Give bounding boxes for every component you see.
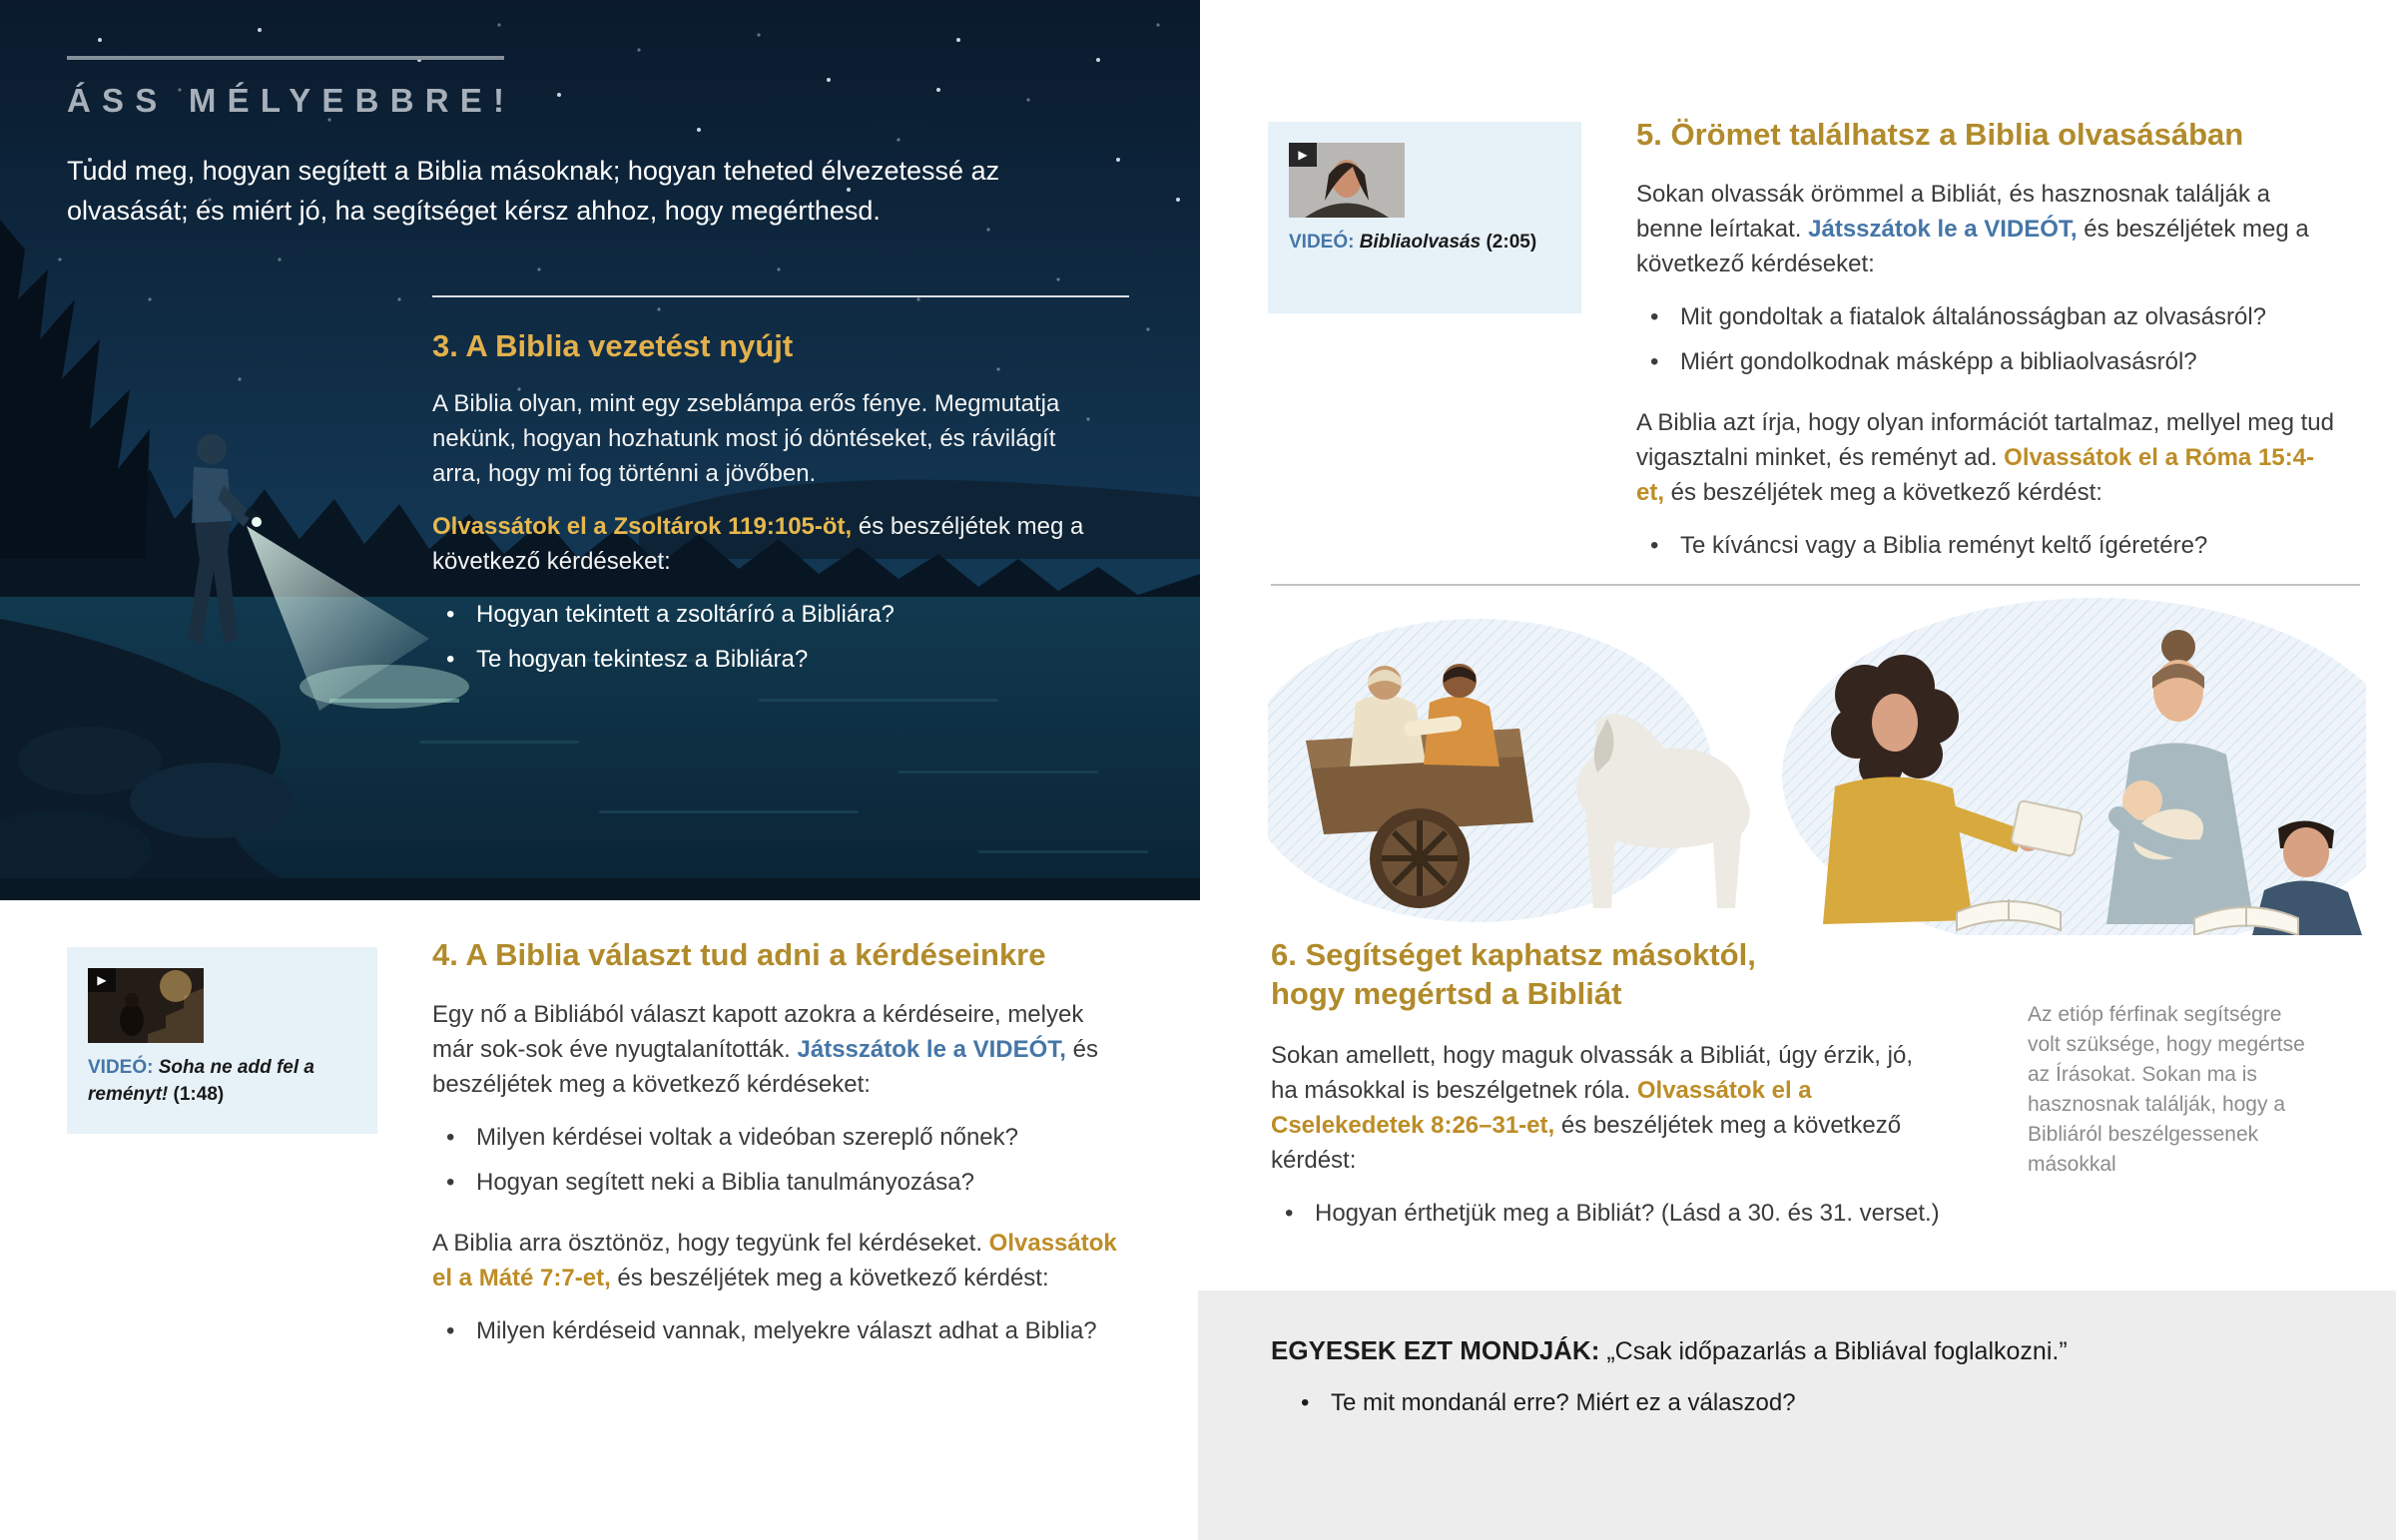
play-icon[interactable]: ▶ (88, 968, 116, 992)
paragraph-text: A Biblia arra ösztönöz, hogy tegyünk fel kérdéseket. (432, 1229, 989, 1257)
paragraph-text: A Biblia azt írja, hogy olyan információt tartalmaz, mellyel meg tud vigasztalni minket, és reményt ad. (1636, 408, 2334, 471)
video-card-bible-reading (1268, 122, 1581, 313)
kicker-rule (67, 56, 504, 60)
paragraph-text: Egy nő a Bibliából választ kapott azokra a kérdéseire, melyek már sok-sok éve nyugtalanították. (432, 1000, 1084, 1063)
section-4-questions (446, 1120, 1131, 1200)
section-3-rule (432, 295, 1129, 297)
section-5 (1636, 116, 2335, 589)
question-text: • Hogyan tekintett a zsoltáríró a Bibliára? (476, 600, 895, 628)
video-prefix: VIDEÓ: (88, 1057, 159, 1078)
section-6 (1271, 936, 2010, 1257)
question-text: • Miért gondolkodnak másképp a bibliaolvasásról? (1680, 347, 2197, 375)
hero-night-image (0, 0, 1200, 900)
paragraph-text: és beszéljétek meg a következő kérdést: (1271, 1111, 1902, 1174)
section-4 (432, 936, 1131, 1374)
question-item (1650, 344, 2335, 379)
quote-question (1301, 1385, 2396, 1420)
section-5-heading: 5. Örömet találhatsz a Biblia olvasásában (1636, 117, 2244, 152)
question-item (1650, 299, 2335, 334)
question-text: • Hogyan érthetjük meg a Bibliát? (Lásd a 30. és 31. verset.) (1315, 1199, 1940, 1227)
section-3-questions (446, 597, 1131, 677)
section-5-paragraph-2 (1636, 405, 2335, 510)
question-text: • Te mit mondanál erre? Miért ez a válaszod? (1331, 1389, 1796, 1416)
section-4-paragraph-1 (432, 997, 1131, 1102)
section-3-paragraph-2-rest: és beszéljétek meg a következő kérdéseket: (432, 512, 1084, 575)
section-6-paragraph-1 (1271, 1038, 1942, 1178)
video-prefix: VIDEÓ: (1289, 232, 1360, 253)
section-3-paragraph-1: A Biblia olyan, mint egy zseblámpa erős fénye. Megmutatja nekünk, hogyan hozhatunk most jó döntéseket, és rávilágít arra, hogy mi fog történni a jövőben. (432, 389, 1060, 487)
paragraph-text: és beszéljétek meg a következő kérdéseket: (1636, 215, 2309, 277)
lesson-intro: Tudd meg, hogyan segített a Biblia másoknak; hogyan teheted élvezetessé az olvasását; és miért jó, ha segítséget kérsz ahhoz, hogy megérthesd. (67, 156, 1000, 226)
illustration-caption: Az etióp férfinak segítségre volt szüksége, hogy megértse az Írásokat. Sokan ma is hasznosnak találják, hogy a Bibliáról beszélgessenek másokkal (2028, 1003, 2305, 1177)
scripture-link-acts[interactable]: Olvassátok el a Cselekedetek 8:26–31-et, (1271, 1076, 1812, 1139)
quote-line (1271, 1332, 2396, 1369)
some-people-say-box (1198, 1290, 2396, 1540)
video-duration: (2:05) (1486, 232, 1537, 253)
quote-label: EGYESEK EZT MONDJÁK: (1271, 1335, 1600, 1365)
question-item (1301, 1385, 2396, 1420)
scripture-link-psalms[interactable]: Olvassátok el a Zsoltárok 119:105-öt, (432, 512, 853, 540)
question-text: • Milyen kérdései voltak a videóban szereplő nőnek? (476, 1123, 1018, 1151)
video-label[interactable] (1289, 230, 1560, 257)
play-video-link[interactable]: Játsszátok le a VIDEÓT, (1808, 215, 2078, 243)
video-duration: (1:48) (173, 1083, 225, 1105)
question-item (446, 642, 1131, 677)
question-text: • Mit gondoltak a fiatalok általánosságban az olvasásról? (1680, 302, 2267, 330)
paragraph-text: és beszéljétek meg a következő kérdést: (1664, 478, 2102, 506)
question-item (446, 1313, 1131, 1348)
section-3-paragraph-2 (432, 509, 1099, 579)
chariot-and-family-illustration (1268, 591, 2366, 935)
paragraph-text: Sokan olvassák örömmel a Bibliát, és hasznosnak találják a benne leírtakat. (1636, 180, 2270, 243)
video-title: Soha ne add fel a reményt! (88, 1057, 314, 1105)
paragraph-text: és beszéljétek meg a következő kérdést: (610, 1264, 1049, 1291)
dig-deeper-kicker: ÁSS MÉLYEBBRE! (67, 82, 516, 119)
study-illustration (1268, 591, 2366, 935)
section-5-paragraph-1 (1636, 177, 2335, 281)
question-item (446, 1120, 1131, 1155)
video-thumbnail[interactable] (1289, 143, 1405, 218)
question-item (446, 597, 1131, 632)
video-thumbnail[interactable] (88, 968, 204, 1043)
paragraph-text: és beszéljétek meg a következő kérdéseket: (432, 1035, 1098, 1098)
question-text: • Te hogyan tekintesz a Bibliára? (476, 645, 809, 673)
section-3 (432, 295, 1131, 703)
scripture-link-matthew[interactable]: Olvassátok el a Máté 7:7-et, (432, 1229, 1117, 1291)
question-text: • Te kíváncsi vagy a Biblia reményt keltő ígéretére? (1680, 532, 2208, 559)
quote-text: „Csak időpazarlás a Bibliával foglalkozni.” (1599, 1337, 2068, 1365)
question-item (446, 1165, 1131, 1200)
section-6-heading: 6. Segítséget kaphatsz másoktól, hogy megértsd a Bibliát (1271, 937, 1756, 1011)
question-text: • Hogyan segített neki a Biblia tanulmányozása? (476, 1168, 974, 1196)
play-icon[interactable]: ▶ (1289, 143, 1317, 167)
section-5-questions (1650, 299, 2335, 379)
question-item (1285, 1196, 2010, 1231)
section-5-question-2 (1650, 528, 2335, 563)
section-4-paragraph-2 (432, 1226, 1131, 1295)
section-3-heading: 3. A Biblia vezetést nyújt (432, 328, 794, 363)
section-4-question-2 (446, 1313, 1131, 1348)
section-4-heading: 4. A Biblia választ tud adni a kérdéseinkre (432, 937, 1046, 972)
scripture-link-romans[interactable]: Olvassátok el a Róma 15:4-et, (1636, 443, 2314, 506)
video-card-never-give-up-hope (67, 947, 377, 1134)
question-item (1650, 528, 2335, 563)
paragraph-text: Sokan amellett, hogy maguk olvassák a Bibliát, úgy érzik, jó, ha másokkal is beszélgetnek róla. (1271, 1041, 1913, 1104)
question-text: • Milyen kérdéseid vannak, melyekre választ adhat a Biblia? (476, 1316, 1097, 1344)
play-video-link[interactable]: Játsszátok le a VIDEÓT, (797, 1035, 1066, 1063)
video-label[interactable] (88, 1055, 356, 1108)
section-divider-rule (1271, 584, 2360, 586)
video-title: Bibliaolvasás (1359, 232, 1487, 253)
section-6-question (1285, 1196, 2010, 1231)
